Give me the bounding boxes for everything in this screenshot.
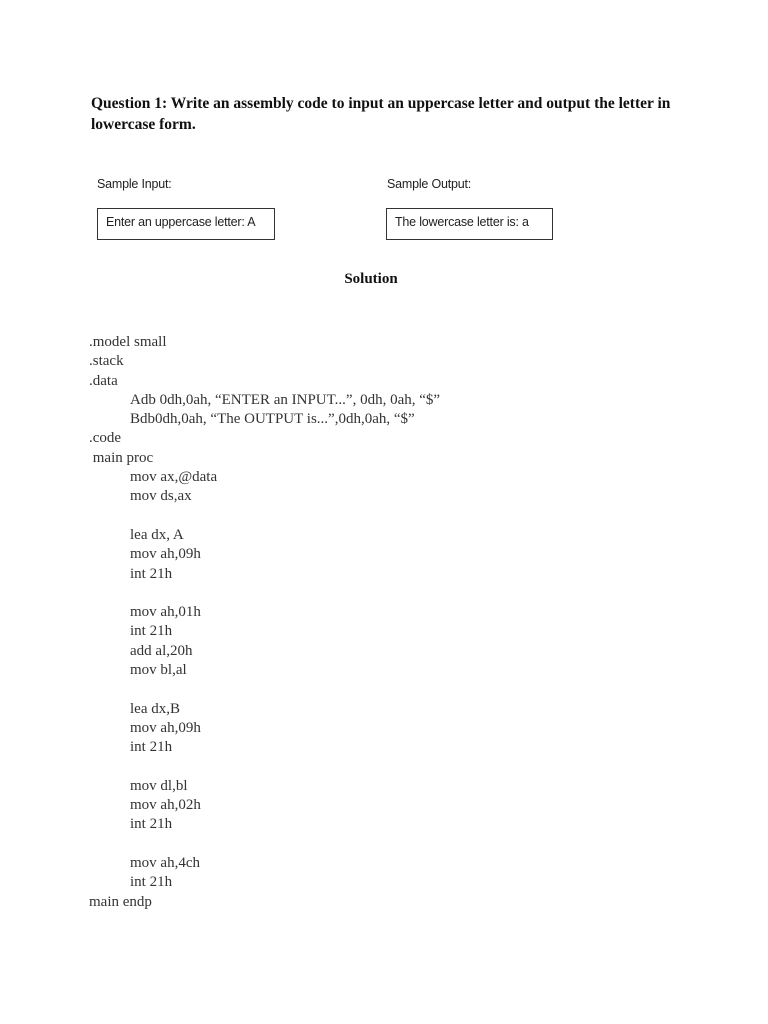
code-line: .data <box>89 372 118 389</box>
code-line <box>89 507 709 526</box>
code-line: mov ah,01h <box>130 604 201 621</box>
code-line: .stack <box>89 353 124 370</box>
question-text: Question 1: Write an assembly code to input an uppercase letter and output the letter in lowercase form. <box>91 95 671 133</box>
code-line: int 21h <box>130 565 173 582</box>
code-line: add al,20h <box>130 642 193 659</box>
code-line: Adb 0dh,0ah, “ENTER an INPUT...”, 0dh, 0ah, “$” <box>130 391 441 408</box>
code-line: mov ah,09h <box>130 546 201 563</box>
code-line: Bdb0dh,0ah, “The OUTPUT is...”,0dh,0ah, “$” <box>130 411 415 428</box>
code-line: main endp <box>89 893 152 910</box>
code-line <box>89 758 709 777</box>
code-line: .model small <box>89 334 167 350</box>
code-line: mov ds,ax <box>130 488 192 505</box>
code-line: mov bl,al <box>130 662 187 679</box>
code-line <box>89 835 709 854</box>
code-line: int 21h <box>130 623 173 640</box>
code-line <box>89 680 709 699</box>
code-line: mov ah,4ch <box>130 855 200 872</box>
code-line: mov ah,02h <box>130 797 201 814</box>
code-line: int 21h <box>130 816 173 833</box>
sample-input-label: Sample Input: <box>97 177 172 191</box>
code-line: .code <box>89 430 122 447</box>
code-line: mov ah,09h <box>130 719 201 736</box>
code-listing <box>89 333 709 912</box>
code-line: mov dl,bl <box>130 777 188 794</box>
code-line <box>89 584 709 603</box>
code-line: lea dx,B <box>130 700 180 717</box>
code-line: main proc <box>89 449 154 466</box>
code-line: int 21h <box>130 739 173 756</box>
code-line: lea dx, A <box>130 526 184 543</box>
code-line: int 21h <box>130 874 173 891</box>
sample-output-label: Sample Output: <box>387 177 472 191</box>
code-line: mov ax,@data <box>130 469 218 486</box>
solution-heading: Solution <box>344 271 398 287</box>
sample-output-box: The lowercase letter is: a <box>386 208 553 240</box>
sample-input-box: Enter an uppercase letter: A <box>97 208 275 240</box>
